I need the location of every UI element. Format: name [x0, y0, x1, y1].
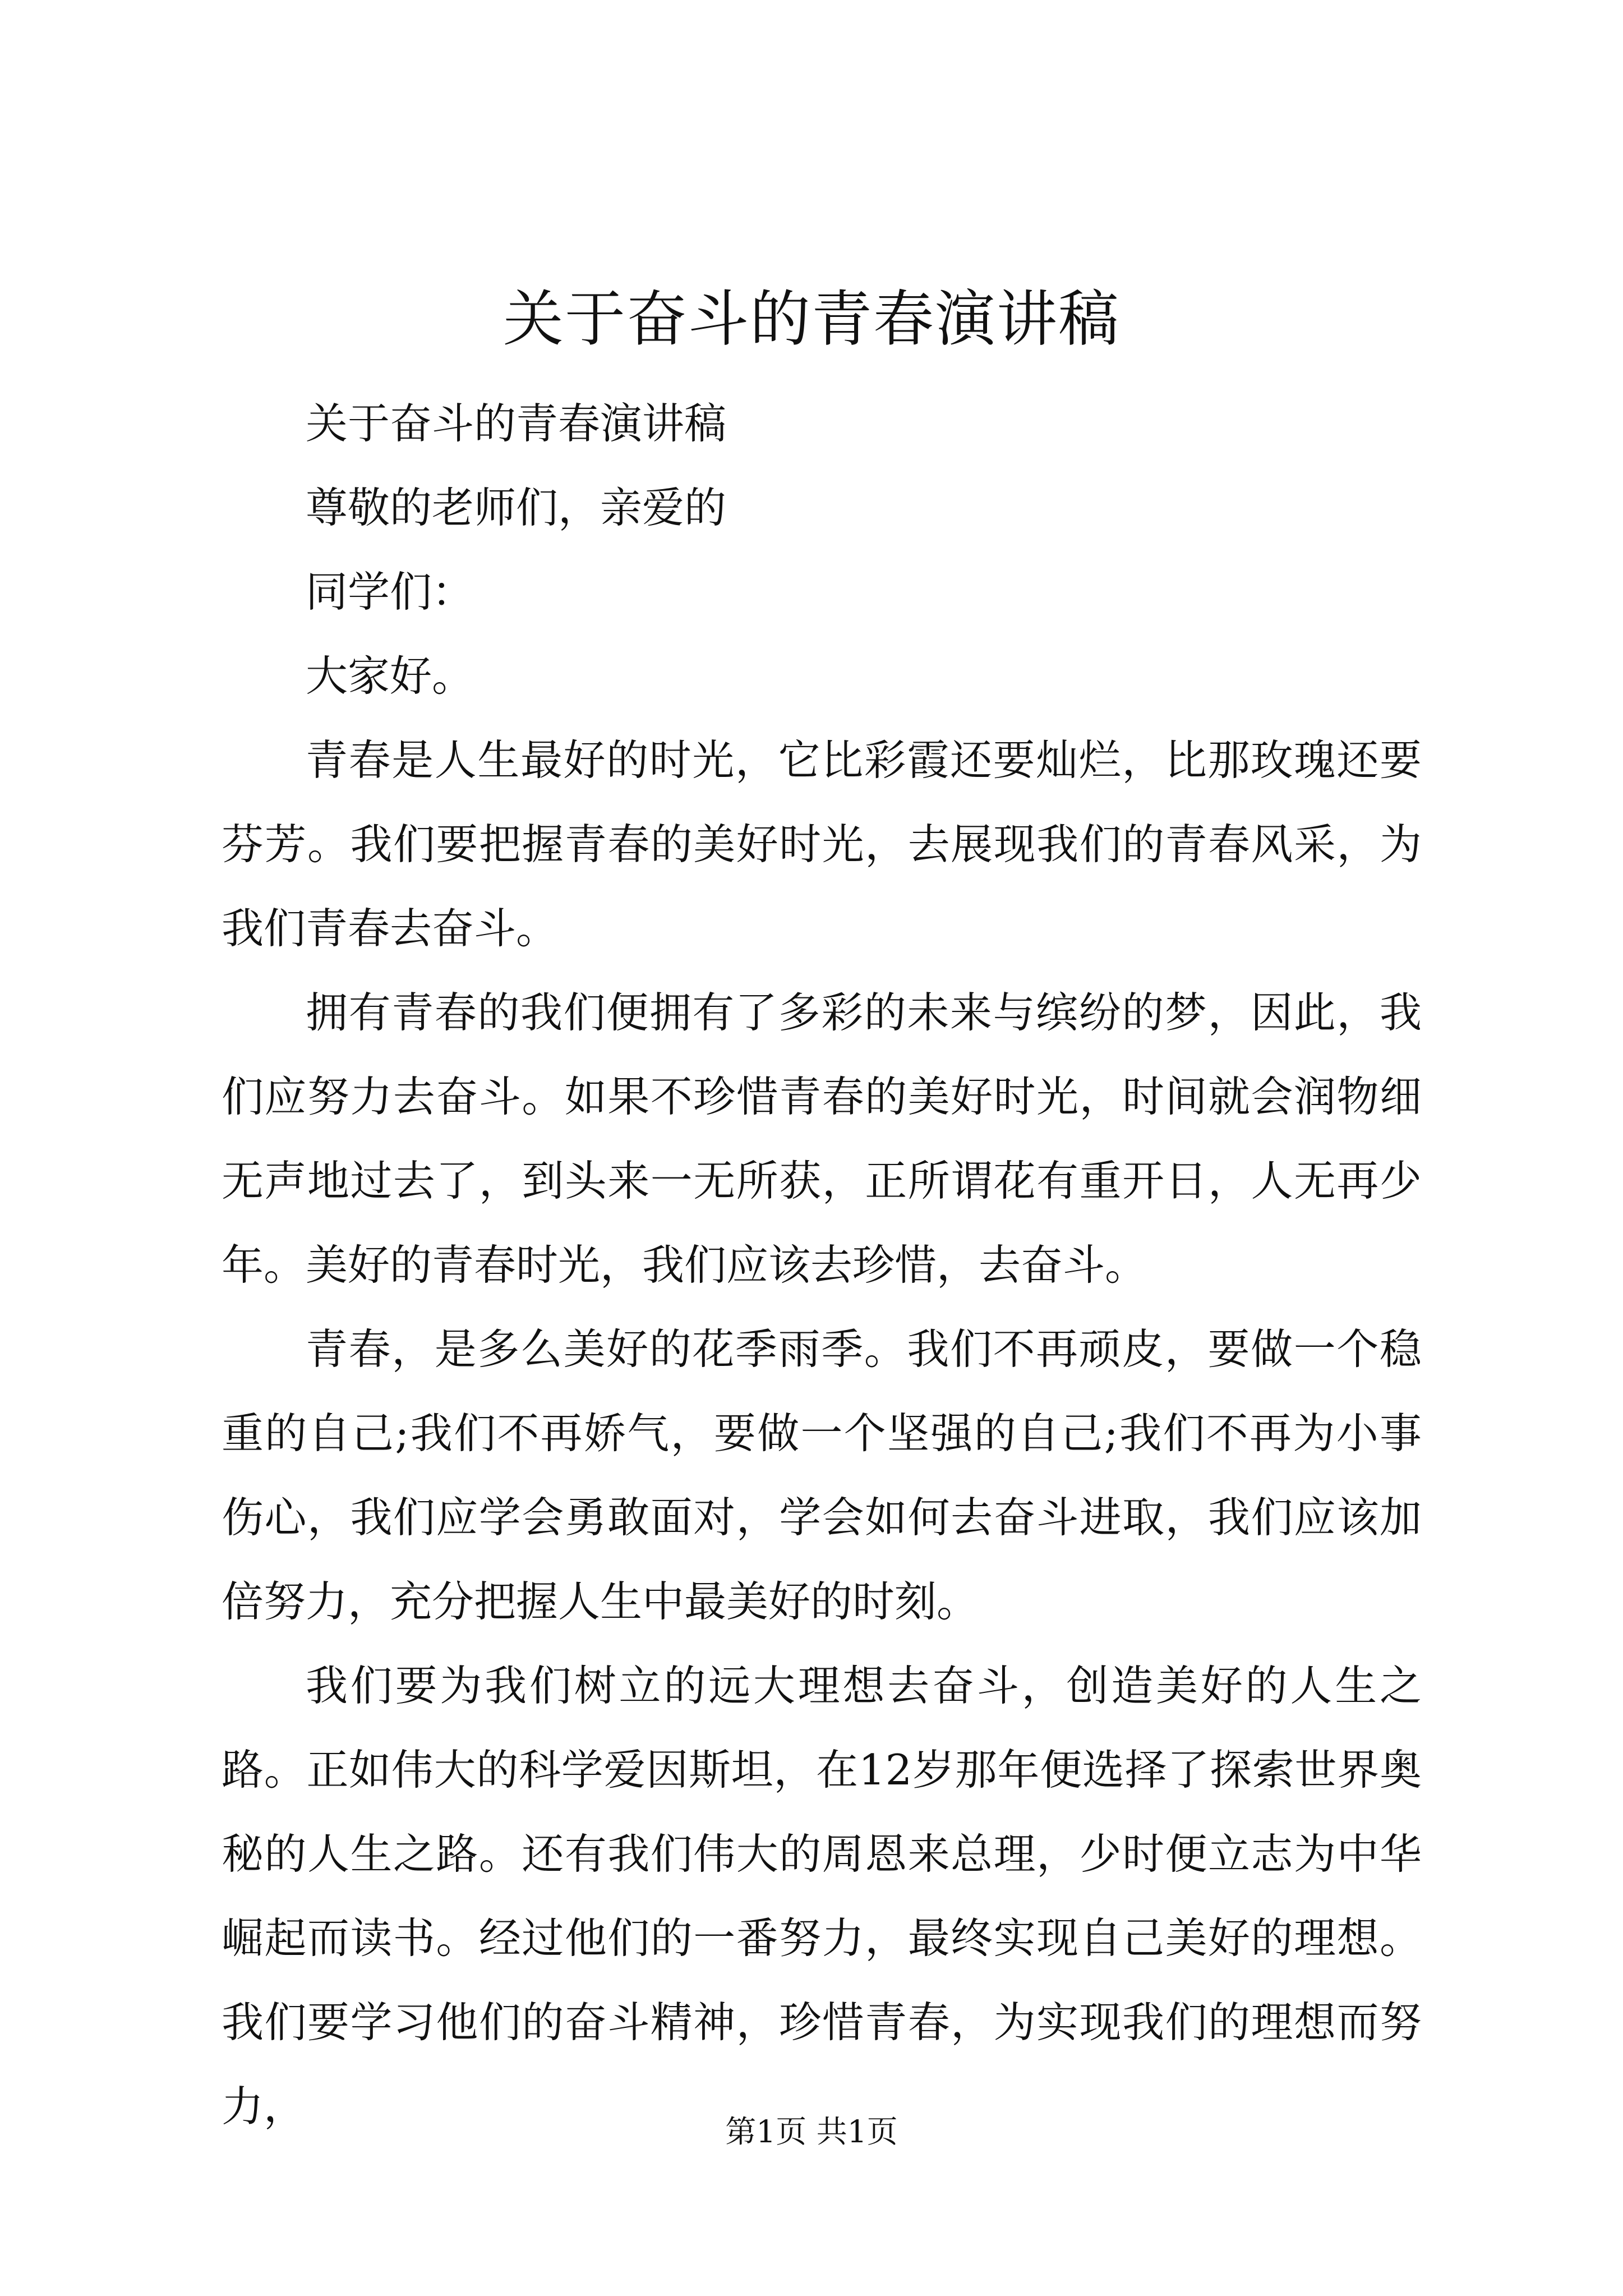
- paragraph-salutation: 尊敬的老师们，亲爱的: [306, 483, 727, 532]
- document-title: 关于奋斗的青春演讲稿: [502, 284, 1120, 355]
- paragraph-subtitle: 关于奋斗的青春演讲稿: [306, 399, 727, 448]
- paragraph-greeting: 大家好。: [306, 651, 474, 701]
- page-footer: 第1页 共1页: [725, 2114, 898, 2150]
- paragraph-2: 拥有青春的我们便拥有了多彩的未来与缤纷的梦，因此，我们应努力去奋斗。如果不珍惜青春的美好时光，时间就会润物细无声地过去了，到头来一无所获，正所谓花有重开日，人无再少年。美好的青春时光，我们应该去珍惜，去奋斗。: [222, 988, 1422, 1290]
- paragraph-audience: 同学们：: [306, 567, 474, 616]
- paragraph-3: 青春，是多么美好的花季雨季。我们不再顽皮，要做一个稳重的自己;我们不再娇气，要做一个坚强的自己;我们不再为小事伤心，我们应学会勇敢面对，学会如何去奋斗进取，我们应该加倍努力，充分把握人生中最美好的时刻。: [222, 1324, 1422, 1626]
- paragraph-4: 我们要为我们树立的远大理想去奋斗，创造美好的人生之路。正如伟大的科学爱因斯坦，在12岁那年便选择了探索世界奥秘的人生之路。还有我们伟大的周恩来总理，少时便立志为中华崛起而读书。经过他们的一番努力，最终实现自己美好的理想。我们要学习他们的奋斗精神，珍惜青春，为实现我们的理想而努力，: [222, 1661, 1422, 2131]
- paragraph-1: 青春是人生最好的时光，它比彩霞还要灿烂，比那玫瑰还要芬芳。我们要把握青春的美好时光，去展现我们的青春风采，为我们青春去奋斗。: [222, 735, 1422, 953]
- document-body: [222, 381, 1422, 2148]
